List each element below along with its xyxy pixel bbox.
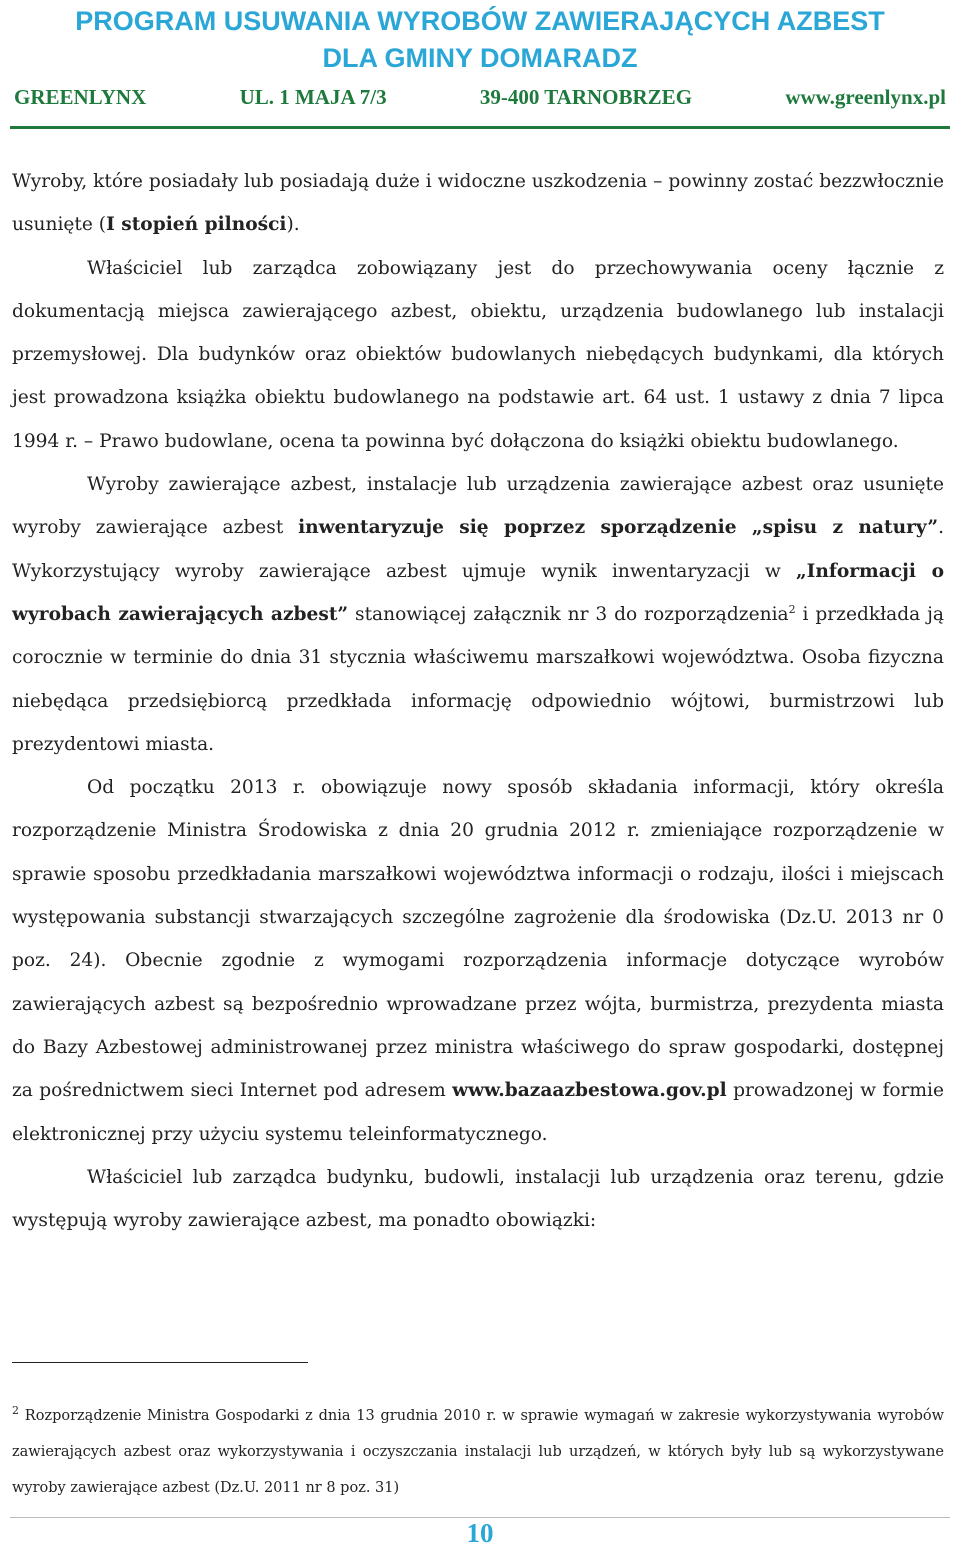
paragraph-5: Właściciel lub zarządca budynku, budowli, instalacji lub urządzenia oraz terenu, gdzie występują wyroby zawierające azbest, ma ponadto obowiązki: bbox=[12, 1166, 944, 1232]
header-divider bbox=[10, 126, 950, 129]
p1-text-end: ). bbox=[286, 214, 300, 236]
page-number: 10 bbox=[466, 1518, 494, 1548]
header-city: 39-400 TARNOBRZEG bbox=[479, 85, 693, 109]
p3-bold-spis: inwentaryzuje się poprzez sporządzenie „spisu z natury” bbox=[298, 517, 939, 539]
p3-text-3: stanowiącej załącznik nr 3 do rozporządzenia bbox=[348, 603, 789, 625]
footnote-text: Rozporządzenie Ministra Gospodarki z dnia 13 grudnia 2010 r. w sprawie wymagań w zakresie wykorzystywania wyrobów zawierających azbest oraz wykorzystywania i oczyszczania instalacji lub urządzeń, w których były lub są wykorzystywane wyroby zawierające azbest (Dz.U. 2011 nr 8 poz. 31) bbox=[12, 1408, 944, 1496]
p3-text-2: . Wykorzystujący wyroby zawierające azbest ujmuje wynik inwentaryzacji w bbox=[12, 517, 944, 582]
document-body bbox=[12, 160, 944, 1242]
footnote-number: 2 bbox=[12, 1404, 19, 1418]
header-company: GREENLYNX bbox=[14, 85, 147, 109]
p3-text-4: i przedkłada ją corocznie w terminie do dnia 31 stycznia właściwemu marszałkowi województwa. Osoba fizyczna niebędąca przedsiębiorcą przedkłada informację odpowiednio wójtowi, burmistrzowi lub prezydentowi miasta. bbox=[12, 603, 944, 755]
paragraph-4 bbox=[12, 766, 944, 1156]
paragraph-3 bbox=[12, 463, 944, 766]
footnote-divider bbox=[12, 1362, 308, 1363]
paragraph-1 bbox=[12, 160, 944, 247]
p3-text: Wyroby zawierające azbest, instalacje lub urządzenia zawierające azbest oraz usunięte wyroby zawierające azbest bbox=[12, 474, 944, 539]
footnote bbox=[12, 1398, 944, 1506]
header-street: UL. 1 MAJA 7/3 bbox=[239, 85, 387, 109]
p1-bold-text: I stopień pilności bbox=[106, 214, 287, 236]
baza-azbestowa-link[interactable]: www.bazaazbestowa.gov.pl bbox=[452, 1080, 727, 1102]
paragraph-2: Właściciel lub zarządca zobowiązany jest do przechowywania oceny łącznie z dokumentacją miejsca zawierającego azbest, obiektu, urządzenia budowlanego lub instalacji przemysłowej. Dla budynków oraz obiektów budowlanych niebędących budynkami, dla których jest prowadzona książka obiektu budowlanego na podstawie art. 64 ust. 1 ustawy z dnia 7 lipca 1994 r. – Prawo budowlane, ocena ta powinna być dołączona do książki obiektu budowlanego. bbox=[12, 257, 944, 452]
page-header bbox=[0, 0, 960, 110]
header-contact-bar bbox=[0, 84, 960, 110]
p1-text: Wyroby, które posiadały lub posiadają duże i widoczne uszkodzenia – powinny zostać bezzwłocznie usunięte ( bbox=[12, 171, 944, 236]
p4-text: Od początku 2013 r. obowiązuje nowy sposób składania informacji, który określa rozporządzenie Ministra Środowiska z dnia 20 grudnia 2012 r. zmieniające rozporządzenie w sprawie sposobu przedkładania marszałkowi województwa informacji o rodzaju, ilości i miejscach występowania substancji stwarzających szczególne zagrożenie dla środowiska (Dz.U. 2013 nr 0 poz. 24). Obecnie zgodnie z wymogami rozporządzenia informacje dotyczące wyrobów zawierających azbest są bezpośrednio wprowadzane przez wójta, burmistrza, prezydenta miasta do Bazy Azbestowej administrowanej przez ministra właściwego do spraw gospodarki, dostępnej za pośrednictwem sieci Internet pod adresem bbox=[12, 777, 944, 1102]
header-title-line1: PROGRAM USUWANIA WYROBÓW ZAWIERAJĄCYCH AZBEST bbox=[75, 6, 885, 36]
p4-text-end: prowadzonej w formie elektronicznej przy użyciu systemu teleinformatycznego. bbox=[12, 1080, 944, 1145]
header-title-line2: DLA GMINY DOMARADZ bbox=[322, 43, 638, 73]
footnote-reference[interactable]: 2 bbox=[788, 602, 796, 616]
p3-bold-informacja: „Informacji o wyrobach zawierających azbest” bbox=[12, 560, 944, 625]
header-website-link[interactable]: www.greenlynx.pl bbox=[785, 85, 946, 109]
